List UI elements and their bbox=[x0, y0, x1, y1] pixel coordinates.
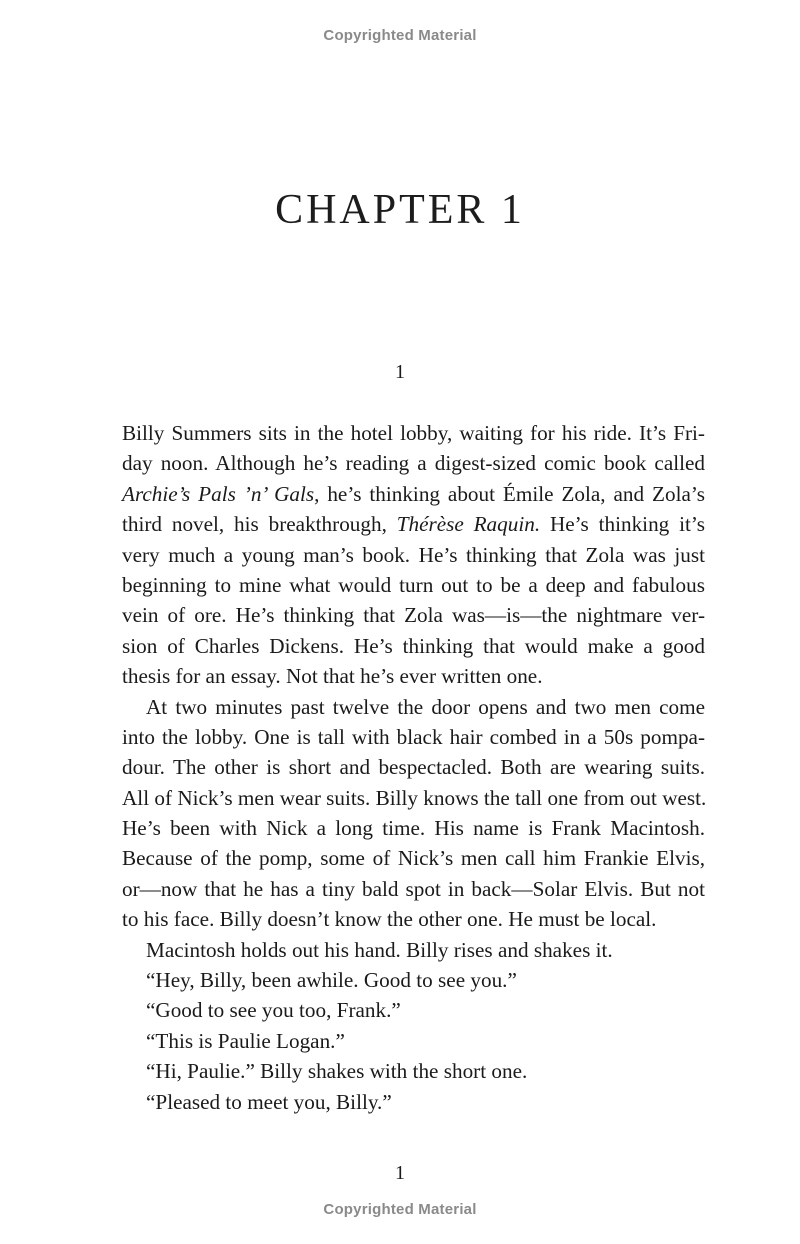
text-line: “Good to see you too, Frank.” bbox=[146, 998, 401, 1023]
body-text bbox=[122, 418, 705, 1117]
text-line: At two minutes past twelve the door opens and two men come bbox=[146, 694, 705, 719]
text-fragment: , he’s thinking about Émile Zola, and Zola’s bbox=[314, 481, 705, 506]
dialogue-paragraph bbox=[122, 965, 705, 995]
text-line: to his face. Billy doesn’t know the other one. He must be local. bbox=[122, 907, 657, 932]
text-line: “This is Paulie Logan.” bbox=[146, 1028, 345, 1053]
paragraph bbox=[122, 692, 705, 935]
book-title-italic: Thérèse Raquin. bbox=[396, 512, 541, 537]
text-line: day noon. Although he’s reading a digest-sized comic book called bbox=[122, 451, 705, 476]
dialogue-paragraph bbox=[122, 1056, 705, 1086]
text-line: or—now that he has a tiny bald spot in back—Solar Elvis. But not bbox=[122, 876, 705, 901]
section-number: 1 bbox=[395, 361, 405, 383]
chapter-title: CHAPTER 1 bbox=[275, 187, 525, 233]
dialogue-paragraph bbox=[122, 1087, 705, 1117]
text-line: “Hi, Paulie.” Billy shakes with the short one. bbox=[146, 1059, 528, 1084]
text-fragment: third novel, his breakthrough, bbox=[122, 512, 397, 537]
text-line bbox=[122, 479, 705, 509]
watermark-bottom: Copyrighted Material bbox=[323, 1201, 477, 1218]
text-line: “Hey, Billy, been awhile. Good to see you.” bbox=[146, 968, 517, 993]
text-line bbox=[122, 509, 705, 539]
text-fragment: He’s thinking it’s bbox=[540, 512, 705, 537]
text-line: vein of ore. He’s thinking that Zola was—is—the nightmare ver- bbox=[122, 603, 705, 628]
text-line: Because of the pomp, some of Nick’s men call him Frankie Elvis, bbox=[122, 846, 705, 871]
text-line: beginning to mine what would turn out to be a deep and fabulous bbox=[122, 572, 705, 597]
text-line: Macintosh holds out his hand. Billy rises and shakes it. bbox=[146, 937, 613, 962]
text-line: into the lobby. One is tall with black hair combed in a 50s pompa- bbox=[122, 724, 705, 749]
paragraph bbox=[122, 935, 705, 965]
book-title-italic: Archie’s Pals ’n’ Gals bbox=[122, 481, 315, 506]
text-line: thesis for an essay. Not that he’s ever written one. bbox=[122, 664, 543, 689]
text-line: All of Nick’s men wear suits. Billy knows the tall one from out west. bbox=[122, 785, 707, 810]
dialogue-paragraph bbox=[122, 1026, 705, 1056]
text-line: He’s been with Nick a long time. His name is Frank Macintosh. bbox=[122, 816, 705, 841]
text-line: sion of Charles Dickens. He’s thinking that would make a good bbox=[122, 633, 705, 658]
dialogue-paragraph bbox=[122, 995, 705, 1025]
text-line: Billy Summers sits in the hotel lobby, waiting for his ride. It’s Fri- bbox=[122, 421, 705, 445]
text-line: very much a young man’s book. He’s thinking that Zola was just bbox=[122, 542, 705, 567]
page-number: 1 bbox=[395, 1162, 405, 1184]
text-line: “Pleased to meet you, Billy.” bbox=[146, 1089, 392, 1114]
watermark-top: Copyrighted Material bbox=[323, 27, 477, 44]
paragraph bbox=[122, 418, 705, 692]
text-line: dour. The other is short and bespectacled. Both are wearing suits. bbox=[122, 755, 705, 780]
